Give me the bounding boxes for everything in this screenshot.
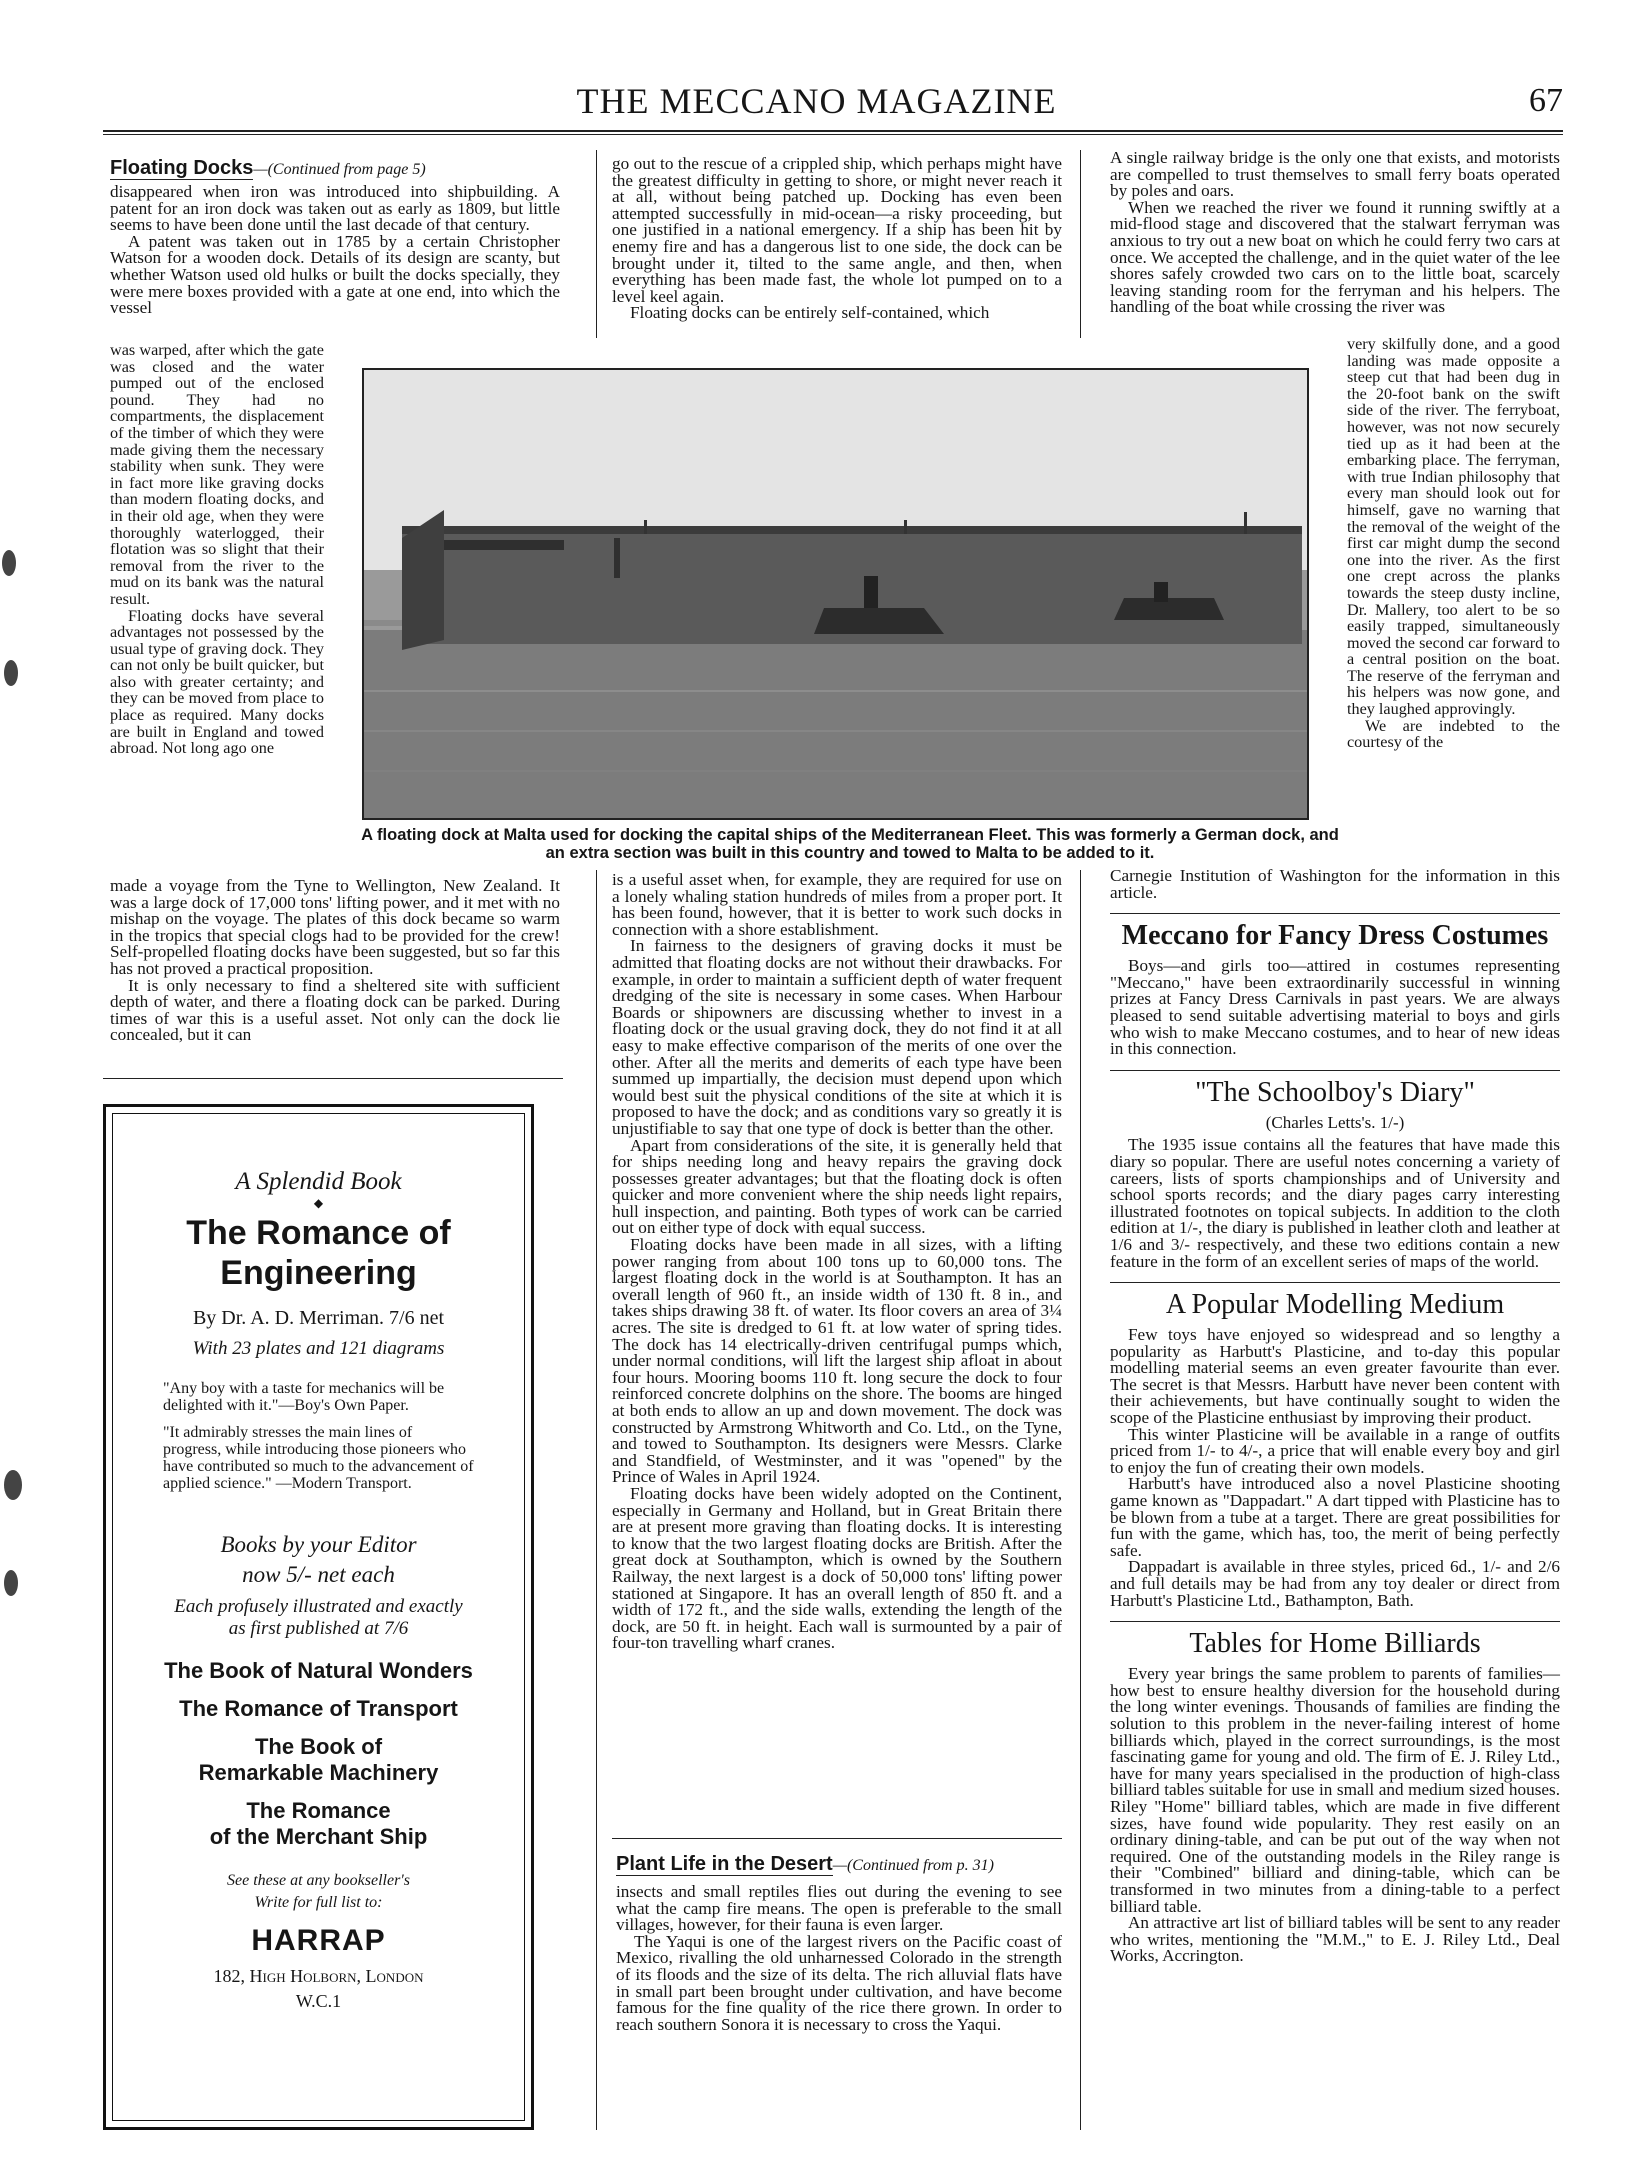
paragraph: A patent was taken out in 1785 by a certain Christopher Watson for a wooden dock. Details of its design are scanty, but whether Watson used old hulks or built the docks specially, they were mere boxes provided with a gate at one end, into which the vessel [110, 231, 560, 318]
floating-docks-heading [110, 156, 560, 182]
advert-book-title: The Romance of [186, 1214, 451, 1252]
advert-publisher: HARRAP [251, 1924, 386, 1957]
header-rule-thin [103, 134, 1563, 135]
paragraph: insects and small reptiles flies out during the evening to see what the camp fire means. The open is preferable to the small villages, however, for their fauna is even larger. [616, 1882, 1062, 1935]
plant-life-article [616, 1852, 1062, 2033]
floating-docks-col1-top [110, 156, 560, 317]
advert-note: See these at any bookseller's [227, 1872, 410, 1889]
paragraph: Floating docks have been made in all sizes, with a lifting power ranging from about 100 tons up to 60,000 tons. The largest floating dock in the world is at Southampton. It has an overall length of 960 ft., an inside width of 130 ft. 8 in., and takes ships drawing 38 ft. of water. Its floor covers an area of 3¼ acres. The site is dredged to 61 ft. at low water of spring tides. The dock has 14 electrically-driven centrifugal pumps which, under normal conditions, will lift the largest ship afloat in about four hours. Mooring booms 110 ft. long secure the dock to four reinforced concrete dolphins on the shore. The booms are hinged at both ends to allow an up and down movement. The dock was constructed by Armstrong Whitworth and Co. Ltd., on the Tyne, and towed to Southampton. Its designers were Messrs. Clarke and Standfield, of Westminster, and it was "opened" by the Prince of Wales in April 1924. [612, 1235, 1062, 1487]
paragraph: In fairness to the designers of graving docks it must be admitted that floating docks are not without their drawbacks. For example, in order to maintain a sufficient depth of water frequent dredging of the site is necessary in some cases. When Harbour Boards or shipowners are discussing whether to invest in a floating dock or the usual graving dock, they do not find it at all easy to make effective comparison of the merits of one over the other. After all the merits and demerits of each type have been summed up impartially, the decision must depend upon which would best suit the physical conditions of the site at which it is proposed to have the dock; and as conditions vary so greatly it is unjustifiable to say that one type of dock is better than the other. [612, 936, 1062, 1138]
paragraph: It is only necessary to find a sheltered site with sufficient depth of water, and there a floating dock can be parked. During times of war this is a useful asset. Not only can the dock lie concealed, but it can [110, 975, 560, 1045]
paragraph: A single railway bridge is the only one that exists, and motorists are compelled to trust themselves to small ferry boats operated by poles and oars. [1110, 148, 1560, 201]
bullet-icon: ◆ [313, 1196, 324, 1210]
binding-hole [4, 1470, 22, 1500]
advert-listed-book: The Romance [246, 1798, 391, 1823]
paragraph: disappeared when iron was introduced into shipbuilding. A patent for an iron dock was taken out as early as 1809, but little seems to have been done until the last decade of that century. [110, 182, 560, 235]
column-divider [1080, 870, 1081, 2130]
advert-editor-line: as first published at 7/6 [228, 1618, 409, 1639]
binding-hole [4, 1570, 18, 1596]
advert-address: W.C.1 [295, 1991, 342, 2011]
paragraph: very skilfully done, and a good landing was made opposite a steep cut that had been dug in the 20-foot bank on the swift side of the river. The ferryboat, however, was not now securely tied up as it had been at the embarking place. The ferryman, with true Indian philosophy that every man should look out for himself, gave no warning that the removal of the weight of the first car might dump the second one into the river. As the first one crept across the planks towards the steep dusty incline, Dr. Mallery, too alert to be so easily trapped, simultaneously moved the second car forward to a central position on the boat. The reserve of the ferryman and his helpers was now gone, and they laughed approvingly. [1347, 335, 1560, 719]
section-rule [1110, 913, 1560, 914]
paragraph: go out to the rescue of a crippled ship, which perhaps might have the greatest difficulty in getting to shore, or might never reach it at all, without being patched up. Docking has even been attempted successfully in mid-ocean—a risky proceeding, but one justified in a national emergency. If a ship has been hit by enemy fire and has a dangerous list to one side, the dock can be brought under it, tilted to the same angle, and then, when everything has been made fast, the whole lot pumped on to a level keel again. [612, 154, 1062, 306]
article-title: Floating Docks [110, 157, 254, 179]
page-number: 67 [1529, 82, 1563, 119]
advert-listed-book: Remarkable Machinery [198, 1760, 439, 1785]
advert-listed-book: The Book of Natural Wonders [164, 1658, 473, 1683]
paragraph: is a useful asset when, for example, they are required for use on a lonely whaling station hundreds of miles from a proper port. It has been found, however, that it is better to work such docks in connection with a shore establishment. [612, 870, 1062, 939]
bridge-story-top [1110, 150, 1560, 316]
advert-quote: "It admirably stresses the main lines of progress, while introducing those pioneers who have contributed so much to the advancement of applied science." —Modern Transport. [163, 1424, 474, 1492]
paragraph: Harbutt's have introduced also a novel Plasticine shooting game known as "Dappadart." A dart tipped with Plasticine has to be blown from a tube at a target. There are great possibilities for fun with the game, which has, too, the merit of being perfectly safe. [1110, 1474, 1560, 1560]
billiards-title: Tables for Home Billiards [1189, 1628, 1481, 1660]
paragraph: We are indebted to the courtesy of the [1347, 716, 1560, 752]
article-title: Plant Life in the Desert [616, 1853, 833, 1875]
column3-bottom [1110, 868, 1560, 1965]
floating-docks-col2-top [612, 156, 1062, 322]
paragraph: The 1935 issue contains all the features that have made this diary so popular. There are useful notes concerning a variety of careers, lists of sports championships and of University and school sports records; and the diary pages carry interesting illustrated footnotes on topical subjects. In addition to the cloth edition at 1/-, the diary is published in leather cloth and leather at 1/6 and 3/- respectively, and these two editions contain a new feature in the form of an excellent series of maps of the world. [1110, 1135, 1560, 1271]
continued-note: —(Continued from page 5) [253, 161, 426, 178]
paragraph: Apart from considerations of the site, it is generally held that for ships needing long and heavy repairs the graving dock possesses greater advantages; but that the floating dock is often quicker and more convenient where the ship needs light repairs, hull inspection, and painting. Both types of work can be carried out on either type of dock with equal success. [612, 1135, 1062, 1238]
schoolboy-diary-subtitle: (Charles Letts's. 1/-) [1265, 1112, 1405, 1132]
plant-life-heading [616, 1852, 1062, 1878]
paragraph: Dappadart is available in three styles, priced 6d., 1/- and 2/6 and full details may be had from any toy dealer or direct from Harbutt's Plasticine Ltd., Bathampton, Bath. [1110, 1557, 1560, 1610]
continued-note: —(Continued from p. 31) [832, 1857, 994, 1874]
modelling-medium-title: A Popular Modelling Medium [1165, 1289, 1505, 1321]
header-rule [103, 130, 1563, 132]
paragraph: An attractive art list of billiard tables will be sent to any reader who writes, mentioning the "M.M.," to E. J. Riley Ltd., Deal Works, Accrington. [1110, 1913, 1560, 1966]
magazine-title: THE MECCANO MAGAZINE [576, 81, 1057, 121]
floating-dock-illustration [364, 370, 1307, 818]
advert-editor-line: Books by your Editor [220, 1532, 417, 1557]
advert-editor-line: now 5/- net each [242, 1562, 395, 1587]
advert-plates: With 23 plates and 121 diagrams [192, 1338, 445, 1359]
column-divider [596, 870, 597, 2130]
advert-book-title: Engineering [220, 1254, 417, 1292]
advert-byline: By Dr. A. D. Merriman. 7/6 net [192, 1307, 445, 1329]
paragraph: Every year brings the same problem to parents of families—how best to ensure healthy diversion for the household during the long winter evenings. Thousands of families are finding the solution to this problem in the never-failing interest of home billiards which, played in the correct surroundings, is the most fascinating game for young and old. The firm of E. J. Riley Ltd., have for many years specialised in the production of high-class billiard tables suitable for use in small and medium sized houses. Riley "Home" billiard tables, which are made in five different sizes, have found wide popularity. They rest easily on an ordinary dining-table, and can be put out of the way when not required. One of the outstanding models in the Riley range is their "Combined" billiard and dining-table, which can be transformed in two minutes from a dining-table to a perfect billiard table. [1110, 1664, 1560, 1916]
harrap-advertisement [103, 1104, 534, 2130]
advert-quote: "Any boy with a taste for mechanics will be delighted with it."—Boy's Own Paper. [163, 1380, 445, 1414]
paragraph: This winter Plasticine will be available in a range of outfits priced from 1/- to 4/-, a price that will enable every boy and girl to enjoy the fun of creating their own models. [1110, 1424, 1560, 1477]
paragraph: made a voyage from the Tyne to Wellington, New Zealand. It was a large dock of 17,000 tons' lifting power, and it met with no mishap on the voyage. The plates of this dock became so warm in the tropics that special clogs had to be provided for the crew! Self-propelled floating docks have been suggested, but so far this has not proved a practical proposition. [110, 876, 560, 978]
advert-listed-book: of the Merchant Ship [209, 1824, 428, 1849]
column-divider [596, 150, 597, 338]
advert-editor-line: Each profusely illustrated and exactly [174, 1596, 463, 1617]
binding-hole [2, 550, 16, 576]
floating-docks-col1-narrow [110, 342, 324, 757]
advert-note: Write for full list to: [254, 1894, 383, 1911]
column-divider [1080, 150, 1081, 338]
paragraph: The Yaqui is one of the largest rivers on the Pacific coast of Mexico, rivalling the old unharnessed Colorado in the strength of its floods and the size of its delta. The rich alluvial flats have in small part been brought under cultivation, and have become famous for the fine quality of the rice there grown. In order to reach southern Sonora it is necessary to cross the Yaqui. [616, 1931, 1062, 2034]
fancy-dress-title: Meccano for Fancy Dress Costumes [1121, 920, 1549, 952]
paragraph: Floating docks have been widely adopted on the Continent, especially in Germany and Holland, but in Great Britain there are at present more graving than floating docks. It is interesting to know that the two largest floating docks are British. After the great dock at Southampton, which is owned by the Southern Railway, the next largest is a dock of 50,000 tons' lifting power stationed at Singapore. It has an overall length of 850 ft. and a width of 172 ft., and the side walls, extending the length of the dock, are 50 ft. in height. Each wall is surmounted by a pair of four-ton travelling wharf cranes. [612, 1483, 1062, 1653]
paragraph: When we reached the river we found it running swiftly at a mid-flood stage and discovered that the stalwart ferryman was anxious to try out a new boat on which he could ferry two cars at once. We accepted the challenge, and in the quiet water of the lee shores safely crowded two cars on to the little boat, scarcely leaving standing room for the ferryman and his helpers. The handling of the boat while crossing the river was [1110, 197, 1560, 317]
paragraph: Boys—and girls too—attired in costumes representing "Meccano," have been extraordinarily successful in winning prizes at Fancy Dress Carnivals in past years. We are always pleased to send suitable advertising material to boys and girls who wish to make Meccano costumes, and to hear of new ideas in this connection. [1110, 956, 1560, 1059]
section-rule [1110, 1070, 1560, 1071]
floating-dock-photo [362, 368, 1309, 820]
floating-docks-col2-bottom [612, 872, 1062, 1652]
floating-docks-col1-bottom [110, 878, 560, 1044]
section-rule [1110, 1282, 1560, 1283]
advert-kicker: A Splendid Book [235, 1168, 402, 1195]
advert-frame [112, 1113, 525, 2121]
paragraph: Floating docks can be entirely self-contained, which [630, 303, 990, 323]
paragraph: was warped, after which the gate was closed and the water pumped out of the enclosed pound. They had no compartments, the displacement of the timber of which they were made giving them the necessary stability when sunk. They were in fact more like graving docks than modern floating docks, and in their old age, when they were thoroughly waterlogged, their flotation was so slight that their removal from the river to the mud on its bank was the natural result. [110, 341, 324, 608]
section-rule [1110, 1621, 1560, 1622]
section-rule [103, 1078, 563, 1079]
schoolboy-diary-title: "The Schoolboy's Diary" [1195, 1076, 1475, 1108]
advert-listed-book: The Romance of Transport [179, 1696, 458, 1721]
advert-listed-book: The Book of [254, 1734, 383, 1759]
bridge-story-narrow [1347, 336, 1560, 751]
paragraph: Few toys have enjoyed so widespread and so lengthy a popularity as Harbutt's Plasticine, and to-day this popular modelling material seems an even greater favourite than ever. The secret is that Messrs. Harbutt have never been content with their achievements, but have continually sought to widen the scope of the Plasticine enthusiast by improving their product. [1110, 1325, 1560, 1428]
photo-caption: A floating dock at Malta used for docking the capital ships of the Mediterranean Fleet. This was formerly a German dock, and an extra section was built in this country and towed to Malta to be added to it. [361, 826, 1339, 862]
section-rule [612, 1838, 1062, 1839]
paragraph: Floating docks have several advantages not possessed by the usual type of graving dock. They can not only be built quicker, but also with greater certainty; and they can be moved from place to place as required. Many docks are built in England and towed abroad. Not long ago one [110, 606, 324, 758]
binding-hole [4, 660, 18, 686]
advert-address: 182, High Holborn, London [213, 1966, 424, 1986]
paragraph: Carnegie Institution of Washington for the information in this article. [1110, 866, 1560, 902]
